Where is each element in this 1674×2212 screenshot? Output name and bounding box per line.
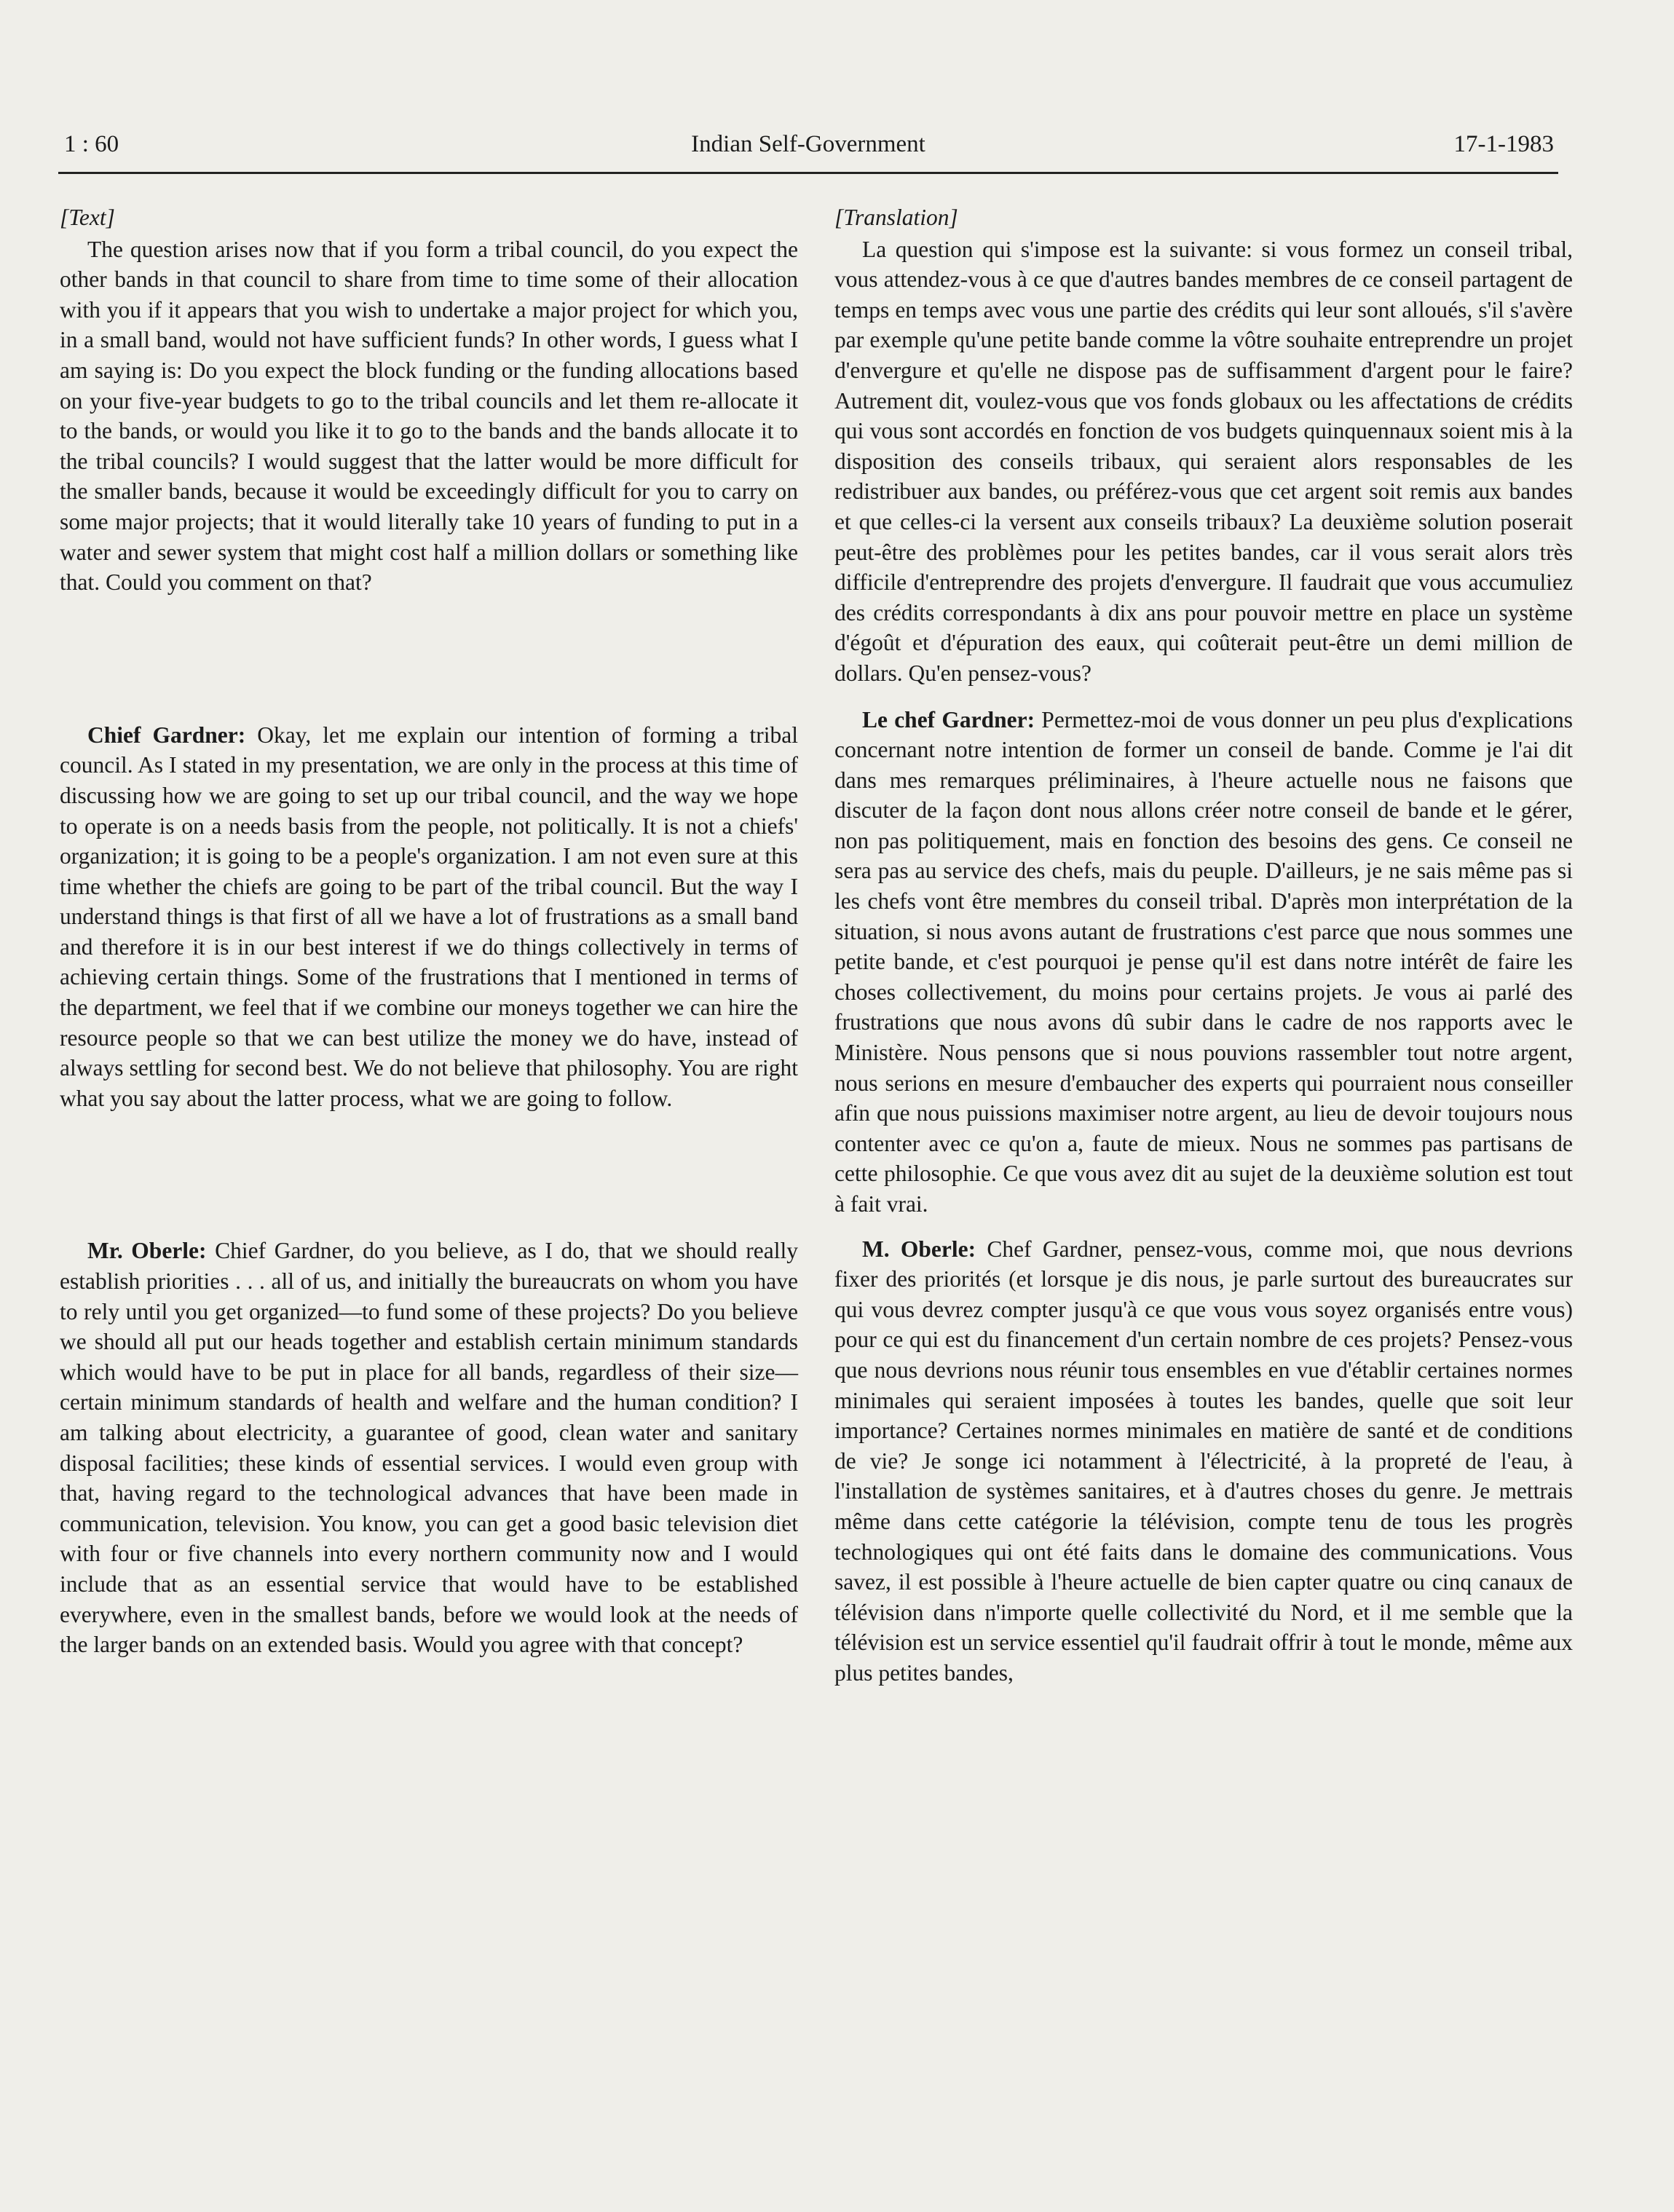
gardner-response-paragraph (60, 720, 798, 1114)
page-header (58, 127, 1558, 170)
speaker-name: Le chef Gardner: (862, 706, 1035, 732)
question-paragraph: La question qui s'impose est la suivante: si vous formez un conseil tribal, vous attendez-vous à ce que d'autres bandes membres de ce conseil partagent de temps en temps avec vous une partie des crédits qui leur sont alloués, s'il s'avère par exemple qu'une petite bande comme la vôtre souhaite entreprendre un projet d'envergure et qu'elle ne dispose pas de suffisamment d'argent pour le faire? Autrement dit, voulez-vous que vos fonds globaux ou les affectations de crédits qui vous sont accordés en fonction de vos budgets quinquennaux soient mis à la disposition des conseils tribaux, qui seraient alors responsables de les redistribuer aux bandes, ou préférez-vous que cet argent soit remis aux bandes et que celles-ci la versent aux conseils tribaux? La deuxième solution poserait peut-être des problèmes pour les petites bandes, car il vous serait alors très difficile d'entreprendre des projets d'envergure. Il faudrait que vous accumuliez des crédits correspondants à dix ans pour pouvoir mettre en place un système d'égoût et d'épuration des eaux, qui coûterait peut-être un demi million de dollars. Qu'en pensez-vous? (834, 236, 1573, 686)
speech-text: Okay, let me explain our intention of forming a tribal council. As I stated in my presentation, we are only in the process at this time of discussing how we are going to set up our tribal council, and the way we hope to operate is on a needs basis from the people, not politically. It is not a chiefs' organization; it is going to be a people's organization. I am not even sure at this time whether the chiefs are going to be part of the tribal council. But the way I understand things is that first of all we have a lot of frustrations as a small band and therefore it is in our best interest if we do things collectively in terms of achieving certain things. Some of the frustrations that I mentioned in terms of the department, we feel that if we combine our moneys together we can hire the resource people so that we can best utilize the money we do have, instead of always settling for second best. We do not believe that philosophy. You are right what you say about the latter process, what we are going to follow. (60, 722, 798, 1111)
french-column (834, 202, 1573, 1688)
text-label: [Text] (60, 205, 115, 230)
header-rule (58, 172, 1558, 174)
oberle-question-paragraph (60, 1236, 798, 1659)
issue-date: 17-1-1983 (1453, 131, 1554, 157)
question-paragraph: The question arises now that if you form a tribal council, do you expect the other bands in that council to share from time to time some of their allocation with you if it appears that you wish to undertake a major project for which you, in a small band, would not have sufficient funds? In other words, I guess what I am saying is: Do you expect the block funding or the funding allocations based on your five-year budgets to go to the tribal councils and let them re-allocate it to the bands, or would you like it to go to the bands and the bands allocate it to the tribal councils? I would suggest that the latter would be more difficult for the smaller bands, because it would be exceedingly difficult for you to carry on some major projects; that it would literally take 10 years of funding to put in a water and sewer system that might cost half a million dollars or something like that. Could you comment on that? (60, 236, 798, 596)
page-number: 1 : 60 (64, 131, 119, 157)
speaker-name: Chief Gardner: (87, 722, 246, 748)
speaker-name: M. Oberle: (862, 1236, 976, 1262)
english-column (60, 202, 798, 1660)
publication-title: Indian Self-Government (691, 131, 925, 157)
translation-label: [Translation] (834, 205, 958, 230)
speech-text: Permettez-moi de vous donner un peu plus d'explications concernant notre intention de former un conseil de bande. Comme je l'ai dit dans mes remarques préliminaires, à l'heure actuelle nous ne faisons que discuter de la façon dont nous allons créer notre conseil de bande et le gérer, non pas politiquement, mais en fonction des besoins des gens. Ce conseil ne sera pas au service des chefs, mais du peuple. D'ailleurs, je ne sais même pas si les chefs vont être membres du conseil tribal. D'après mon interprétation de la situation, si nous avons autant de frustrations c'est parce que nous sommes une petite bande, et c'est pourquoi je pense qu'il est dans notre intérêt de faire les choses collectivement, du moins pour certains projets. Je vous ai parlé des frustrations que nous avons dû subir dans le cadre de nos rapports avec le Ministère. Nous pensons que si nous pouvions rassembler tout notre argent, nous serions en mesure d'embaucher des experts qui pourraient nous conseiller afin que nous puissions maximiser notre argent, au lieu de devoir toujours nous contenter avec ce qu'on a, faute de mieux. Nous ne sommes pas partisans de cette philosophie. Ce que vous avez dit au sujet de la deuxième solution est tout à fait vrai. (834, 706, 1573, 1217)
oberle-question-paragraph (834, 1234, 1573, 1688)
speaker-name: Mr. Oberle: (87, 1238, 207, 1264)
speech-text: Chef Gardner, pensez-vous, comme moi, que nous devrions fixer des priorités (et lorsque je dis nous, je parle surtout des bureaucrates sur qui vous devrez compter jusqu'à ce que vous vous soyez organisés entre vous) pour ce qui est du financement d'un certain nombre de ces projets? Pensez-vous que nous devrions nous réunir tous ensembles en vue d'établir certaines normes minimales qui seraient imposées à toutes les bandes, quelle que soit leur importance? Certaines normes minimales en matière de santé et de conditions de vie? Je songe ici notamment à l'électricité, à la propreté de l'eau, à l'installation de systèmes sanitaires, et à d'autres choses du genre. Je mettrais même dans cette catégorie la télévision, compte tenu de tous les progrès technologiques qui ont été faits dans le domaine des communications. Vous savez, il est possible à l'heure actuelle de bien capter quatre ou cinq canaux de télévision dans n'importe quelle collectivité du Nord, et il me semble que la télévision est un service essentiel qu'il faudrait offrir à tout le monde, même aux plus petites bandes, (834, 1236, 1573, 1686)
gardner-response-paragraph (834, 705, 1573, 1220)
speech-text: Chief Gardner, do you believe, as I do, that we should really establish priorities . . . all of us, and initially the bureaucrats on whom you have to rely until you get organized—to fund some of these projects? Do you believe we should all put our heads together and establish certain minimum standards which would have to be put in place for all bands, regardless of their size—certain minimum standards of health and welfare and the human condition? I am talking about electricity, a guarantee of good, clean water and sanitary disposal facilities; these kinds of essential services. I would even group with that, having regard to the technological advances that have been made in communication, television. You know, you can get a good basic television diet with four or five channels into every northern community now and I would include that as an essential service that would have to be established everywhere, even in the smallest bands, before we would look at the needs of the larger bands on an extended basis. Would you agree with that concept? (60, 1238, 798, 1658)
